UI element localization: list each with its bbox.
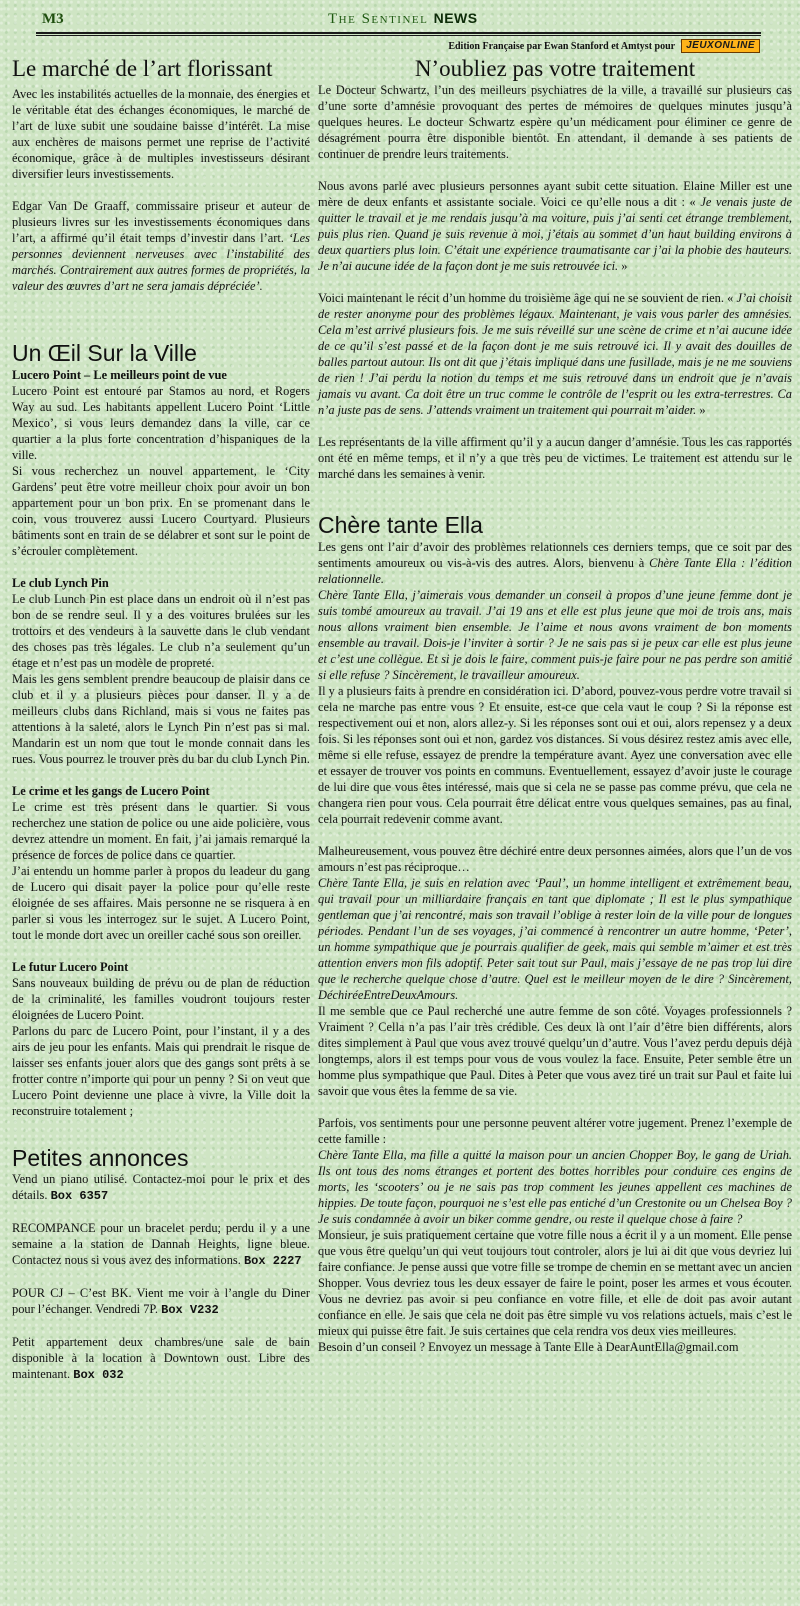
city-s3-p2: J’ai entendu un homme parler à propos du leadeur du gang de Lucero qui disait payer la police pour qu’elle reste éloignée de ses affaires. Mais personne ne se risquera à en parler si vous les interrogez sur le sujet. A Lucero Point, tout le monde dort avec un oreiller caché sous son oreiller. xyxy=(12,863,310,942)
ad-bracelet: RECOMPANCE pour un bracelet perdu; perdu il y a une semaine a la station de Dannah Heights, ligne bleue. Contactez nous si vous avez des informations. Box 2227 xyxy=(12,1221,310,1269)
ads-title: Petites annonces xyxy=(12,1144,189,1171)
city-s1-p2: Si vous recherchez un nouvel appartement, le ‘City Gardens’ peut être votre meilleur choix pour avoir un bon appartement pour un bon prix. En se promenant dans le coin, vous trouverez aussi Lucero Courtyard. Plusieurs bâtiments sont en train de se délabrer et sont sur le point de s’écrouler complètement. xyxy=(12,463,310,558)
ella-p2: Malheureusement, vous pouvez être déchiré entre deux personnes aimées, alors que l’un de vos amours n’est pas réciproque… xyxy=(318,843,792,874)
issue-number: M3 xyxy=(42,11,64,27)
masthead-rule-thin xyxy=(36,35,761,36)
city-title: Un Œil Sur la Ville xyxy=(12,340,197,367)
treatment-p2: Nous avons parlé avec plusieurs personnes ayant subit cette situation. Elaine Miller est une mère de deux enfants et assistante sociale. Voici ce qu’elle nous a dit : « Je venais juste de quitter le travail et je me rendais jusqu’à ma voiture, puis j’ai senti cet étrange tremblement, puis plus rien. Quand je suis revenue à moi, j’étais au sommet d’un haut building environs à deux quartiers plus loin. C’était une expérience traumatisante car j’ai la phobie des hauteurs. Je n’ai aucune idée de la façon dont je me suis retrouvée ici. » xyxy=(318,179,792,274)
ad-piano: Vend un piano utilisé. Contactez-moi pour le prix et des détails. Box 6357 xyxy=(12,1172,310,1204)
city-s3-head: Le crime et les gangs de Lucero Point xyxy=(12,783,210,798)
ad-cj: POUR CJ – C’est BK. Vient me voir à l’angle du Diner pour l’échanger. Vendredi 7P. Box V232 xyxy=(12,1286,310,1318)
treatment-quote-2: J’ai choisit de rester anonyme pour des problèmes légaux. Maintenant, je vais vous parler des amnésies. Cela m’est arrivé plusieurs fois. Je me suis réveillé sur une scène de crime et n’ai aucune idée de ce qu’il s’est passé et de la façon dont je me suis retrouvé ici. Il y avait des douilles de balles partout autour. Ils ont dit que j’étais impliqué dans une fusillade, mais je ne me souviens de rien ! J’ai perdu la notion du temps et me suis retrouvé dans un endroit que je n’avais jamais vu avant. Ca doit être un truc comme le contrôle de l’esprit ou les extra-terrestres. Ca n’a juste pas de sens. J’attends vraiment un traitement qui pourrait m’aider. xyxy=(318,291,792,418)
ella-letter-2: Chère Tante Ella, je suis en relation avec ‘Paul’, un homme intelligent et extrêmement beau, qui travail pour un milliardaire français en tant que diplomate ; Il est le plus sympathique gentleman que j’ai rencontré, mais son travail l’oblige à rester loin de la ville pour de longues périodes. Pendant l’un de ses voyages, j’ai commencé à rencontrer un autre homme, ‘Peter’, un homme sympathique que je pourrais qualifier de geek, mais qui semble m’aimer et est très attention envers mon fils adoptif. Peter sait tout sur Paul, mais j’essaye de ne pas trop lui dire que le recherche quelque chose d’autre. Quel est le meilleur moyen de le dire ? Sincèrement, DéchiréeEntreDeuxAmours. xyxy=(318,875,792,1002)
treatment-quote-1: Je venais juste de quitter le travail et je me rendais jusqu’à ma voiture, puis j’ai senti cet étrange tremblement, puis plus rien. Quand je suis revenue à moi, j’étais au sommet d’un haut building environs à deux quartiers plus loin. C’était une expérience traumatisante car j’ai la phobie des hauteurs. Je n’ai aucune idée de la façon dont je me suis retrouvée ici. xyxy=(318,195,792,274)
ella-title: Chère tante Ella xyxy=(318,512,483,539)
edition-credit xyxy=(448,39,760,53)
brand-news: NEWS xyxy=(433,10,478,26)
treatment-p4: Les représentants de la ville affirment qu’il y a aucun danger d’amnésie. Tous les cas rapportés ont été en même temps, et il n’y a que très peu de victimes. Le traitement est attendu sur le marché dans les semaines à venir. xyxy=(318,435,792,482)
city-s2-head: Le club Lynch Pin xyxy=(12,575,109,590)
edition-text: Edition Française par Ewan Stanford et Amtyst pour xyxy=(448,40,676,52)
right-column xyxy=(318,56,792,1355)
ella-intro-title: Chère Tante Ella : l’édition relationnelle. xyxy=(318,555,793,586)
masthead xyxy=(0,0,800,52)
jeuxonline-logo[interactable]: JEUXONLINE xyxy=(681,39,760,53)
ad-cj-box: Box V232 xyxy=(161,1303,219,1318)
art-p1: Avec les instabilités actuelles de la monnaie, des énergies et le véritable état des échanges économiques, le marché de l’art de luxe subit une soudaine baisse d’intérêt. La mise aux enchères de maisons permet une reprise de l’activité économique, grâce à de multiples investisseurs désirant diversifier leurs investissements. xyxy=(12,87,310,182)
ella-letter-3: Chère Tante Ella, ma fille a quitté la maison pour un ancien Chopper Boy, le gang de Uriah. Ils ont tous des noms étranges et portent des bottes horribles pour conduire ces engins de morts, les ‘scooters’ ou je ne sais pas trop comment les jeunes appellent ces machines de hippies. De toute façon, pourquoi ne s’est elle pas entiché d’un Crestonite ou un Chelsea Boy ? Je suis condamnée à avoir un biker comme gendre, ou reste il quelque chose à faire ? xyxy=(318,1147,792,1226)
ella-reply-1: Il y a plusieurs faits à prendre en considération ici. D’abord, pouvez-vous perdre votre travail si cela ne marche pas entre vous ? Et ensuite, est-ce que cela vaut le coup ? Si la réponse est respectivement oui et non, alors allez-y. Si les réponses sont oui et oui, alors repensez y a deux fois. Si les réponses sont oui et non, gardez vos distances. Si vous désirez restez amis avec elle, même si elle refuse, essayez de prendre la température avant. Ayez une conversation avec elle et essayer de trouver vos points en communs. Eventuellement, essayez d’avoir juste le courage de lui dire que vous êtes intéressé, mais que si cela ne se passe pas comme prévu, que cela ne changera rien pour vous. Cela pourrait être délicat entre vous quelques semaines, pas au final, cela pourrait redevenir comme avant. xyxy=(318,683,792,826)
treatment-p1: Le Docteur Schwartz, l’un des meilleurs psychiatres de la ville, a travaillé sur plusieurs cas d’une sorte d’amnésie provoquant des pertes de mémoires de quelques minutes jusqu’à quelques heures. Le docteur Schwartz espère qu’un médicament pour éliminer ce genre de désagrément pourra être disponible bientôt. En attendant, il demande à ses patients de continuer de prendre leurs traitements. xyxy=(318,83,792,162)
city-s4-head: Le futur Lucero Point xyxy=(12,959,129,974)
art-title: Le marché de l’art florissant xyxy=(12,56,273,81)
ella-reply-3: Monsieur, je suis pratiquement certaine que votre fille nous a écrit il y a un moment. Elle pense que vous être quelqu’un qui veut toujours tout controler, alors je lui ai dit que vous devriez lui faire confiance. Je pense aussi que votre fille se trompe de chemin en se mettant avec un ancien Shopper. Vous devriez tous les deux essayer de faire le point, poser les armes et vous écouter. Vous ne devriez pas avoir si peu confiance en votre fille, et elle de doit pas avoir autant confiance en elle. Je sais que cela ne doit pas être simple vu vos relations actuels, mais c’est le mieux qui puisse être fait. Je suis certaines que cela rendra vos deux vies meilleures. xyxy=(318,1227,792,1338)
city-s4-p1: Sans nouveaux building de prévu ou de plan de réduction de la criminalité, les familles voudront toujours rester éloignées de Lucero Point. xyxy=(12,975,310,1022)
ad-bracelet-box: Box 2227 xyxy=(243,1254,302,1269)
masthead-rule xyxy=(36,32,761,34)
ella-reply-2: Il me semble que ce Paul recherché une autre femme de son côté. Voyages professionnels ? Vraiment ? Cella n’a pas l’air très crédible. Ces deux là ont l’air d’être bien différents, alors dites simplement à Paul que vous avez trouvé quelqu’un d’autre. Vous l’avez perdu depuis déjà longtemps, alors il est temps pour vous de vous voulez la face. Ensuite, Peter semble être un homme plus sympathique que Paul. Dites à Peter que vous avez tiré un trait sur Paul et faite lui savoir que vous êtes la femme de sa vie. xyxy=(318,1003,792,1098)
left-column xyxy=(12,56,310,1383)
newspaper-brand xyxy=(328,10,478,28)
art-quote: ‘Les personnes deviennent nerveuses avec l’instabilité des marchés. Contrairement aux autres formes de propriétés, la valeur des œuvres d’art ne sera jamais dépréciée’. xyxy=(12,231,310,294)
brand-name: The Sentinel xyxy=(328,11,429,27)
ella-intro: Les gens ont l’air d’avoir des problèmes relationnels ces derniers temps, que ce soit par des sentiments amoureux ou vis-à-vis des autres. Alors, bienvenu à Chère Tante Ella : l’édition relationnelle. xyxy=(318,539,793,586)
ella-letter-1: Chère Tante Ella, j’aimerais vous demander un conseil à propos d’une jeune femme dont je suis tombé amoureux au travail. J’ai 19 ans et elle est plus jeune que moi de trois ans, mais nous allons vraiment bien ensemble. Je l’aime et nous avons vraiment de bon moments ensemble au travail. Dois-je l’inviter à sortir ? Je ne sais pas si je peux car elle est plus jeune et c’est une collègue. Et si je dois le faire, comment puis-je faire pour ne pas perdre son amitié si elle refuse ? Sincèrement, le travailleur amoureux. xyxy=(318,587,792,682)
city-s2-p2: Mais les gens semblent prendre beaucoup de plaisir dans ce club et il y a plusieurs pièces pour danser. Il y a de meilleurs clubs dans Richland, mais si vous ne faites pas attentions à la saleté, alors le Lynch Pin n’est pas si mal. Mandarin est un nom que tout le monde connait dans les rues. Vous pourrez le trouver près du bar du club Lynch Pin. xyxy=(12,671,310,766)
ad-piano-box: Box 6357 xyxy=(50,1189,109,1204)
treatment-title: N’oubliez pas votre traitement xyxy=(414,56,696,81)
ella-p3: Parfois, vos sentiments pour une personne peuvent altérer votre jugement. Prenez l’exemple de cette famille : xyxy=(318,1115,792,1146)
city-s2-p1: Le club Lunch Pin est place dans un endroit où il n’est pas bon de se rendre seul. Il y a des voitures brulées sur les trottoirs et des vendeurs à la sauvette dans le club vendant des choses pas très légales. Le club n’a seulement qu’un étage et n’est pas un modèle de propreté. xyxy=(12,591,310,670)
treatment-p3: Voici maintenant le récit d’un homme du troisième âge qui ne se souvient de rien. « J’ai choisit de rester anonyme pour des problèmes légaux. Maintenant, je vais vous parler des amnésies. Cela m’est arrivé plusieurs fois. Je me suis réveillé sur une scène de crime et n’ai aucune idée de ce qu’il s’est passé et de la façon dont je me suis retrouvé ici. Il y avait des douilles de balles partout autour. Ils ont dit que j’étais impliqué dans une fusillade, mais je ne me souviens de rien ! J’ai perdu la notion du temps et me suis retrouvé dans un endroit que je n’avais jamais vu avant. Ca doit être un truc comme le contrôle de l’esprit ou les extra-terrestres. Ca n’a juste pas de sens. J’attends vraiment un traitement qui pourrait m’aider. » xyxy=(318,291,792,418)
city-s1-head: Lucero Point – Le meilleurs point de vue xyxy=(12,367,227,382)
ad-apartment: Petit appartement deux chambres/une sale de bain disponible à la location à Downtown oust. Libre des maintenant. Box 032 xyxy=(12,1335,310,1383)
city-s4-p2: Parlons du parc de Lucero Point, pour l’instant, il y a des airs de jeu pour les enfants. Mais qui prendrait le risque de laisser ses enfants jouer alors que des gangs sont prêts à se frotter contre n’importe qui pour un penny ? Si on veut que Lucero Point devienne une place à vivre, la Ville doit la reconstruire totalement ; xyxy=(12,1023,310,1118)
art-p2: Edgar Van De Graaff, commissaire priseur et auteur de plusieurs livres sur les investissements économiques dans l’art, a affirmé qu’il était temps d’investir dans l’art. ‘Les personnes deviennent nerveuses avec l’instabilité des marchés. Contrairement aux autres formes de propriétés, la valeur des œuvres d’art ne sera jamais dépréciée’. xyxy=(12,199,310,294)
ad-apartment-box: Box 032 xyxy=(73,1368,124,1383)
ella-closing: Besoin d’un conseil ? Envoyez un message à Tante Elle à DearAuntElla@gmail.com xyxy=(318,1339,739,1354)
city-s1-p1: Lucero Point est entouré par Stamos au nord, et Rogers Way au sud. Les habitants appellent Lucero Point ‘Little Mexico’, si vous leurs demandez dans la ville, car ce quartier a la plus forte concentration d’hispaniques de la ville. xyxy=(12,383,310,462)
city-s3-p1: Le crime est très présent dans le quartier. Si vous recherchez une station de police ou une aide policière, vous devrez attendre un moment. En fait, j’ai jamais remarqué la présence de forces de police dans ce quartier. xyxy=(12,799,310,862)
